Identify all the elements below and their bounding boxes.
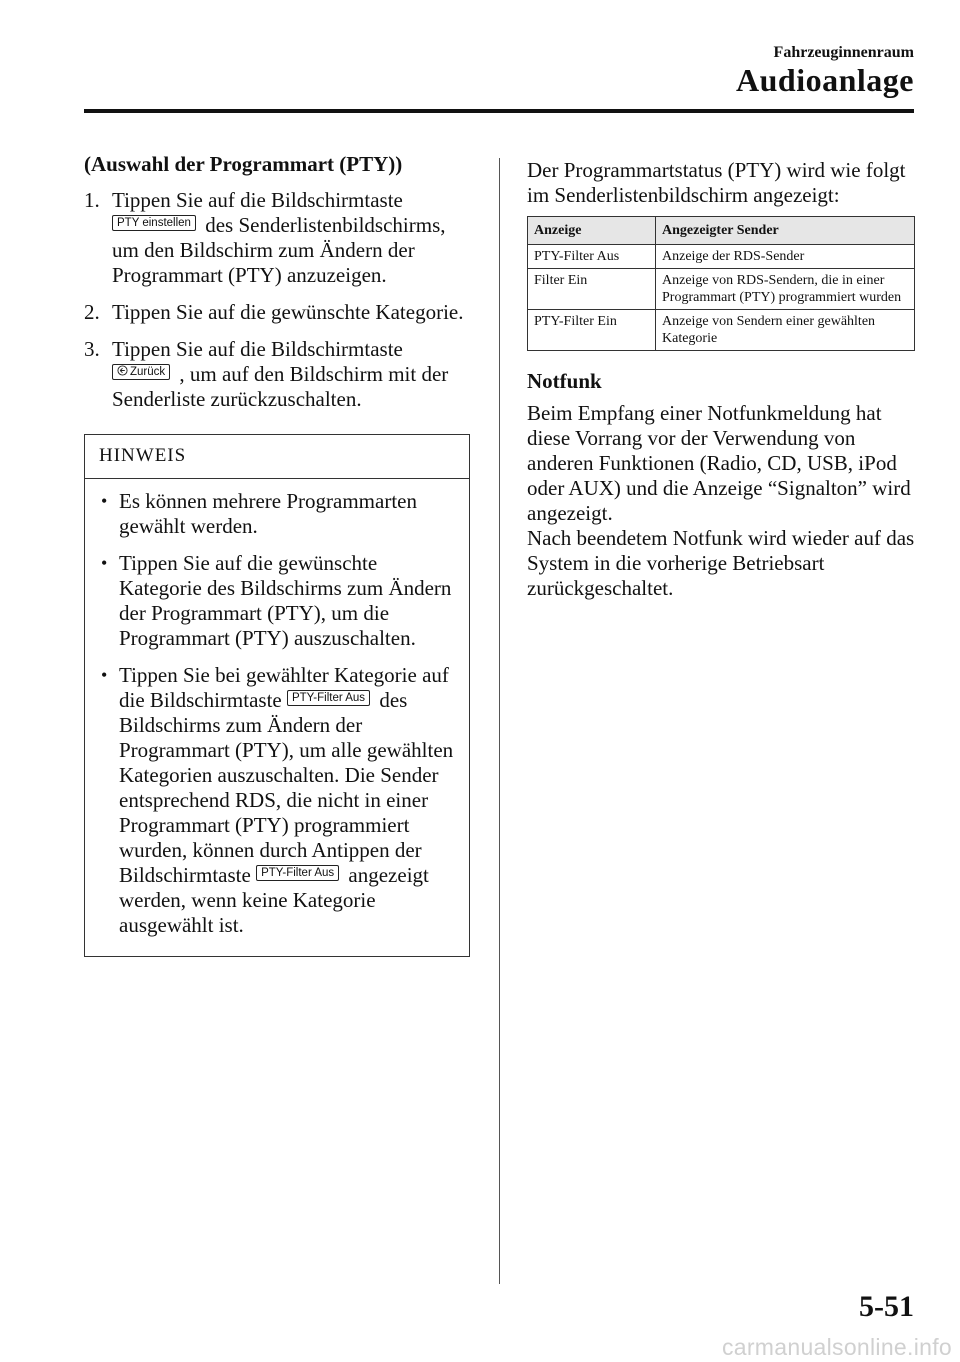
table-header-cell: Anzeige [528, 217, 656, 245]
note-box [84, 434, 470, 957]
step-item [84, 337, 470, 412]
note-item [99, 663, 455, 938]
table-row [528, 245, 915, 269]
header-rule [84, 109, 914, 113]
note-item [99, 551, 455, 651]
left-column [84, 150, 470, 957]
note-list [85, 479, 469, 956]
note-text: angezeigt werden, wenn keine Kategorie ausgewählt ist. [119, 863, 429, 937]
notfunk-heading: Notfunk [527, 369, 602, 393]
back-arrow-icon [117, 365, 128, 376]
right-column [527, 158, 915, 601]
header-chapter-title: Audioanlage [736, 62, 914, 98]
watermark: carmanualsonline.info [721, 1334, 952, 1360]
step-number: 3. [84, 337, 100, 361]
step-list [84, 188, 470, 412]
zurueck-key [112, 364, 170, 380]
table-cell: Anzeige von Sendern einer gewählten Kategorie [656, 310, 915, 351]
step-text: Tippen Sie auf die Bildschirmtaste [112, 188, 403, 212]
table-cell: PTY-Filter Ein [528, 310, 656, 351]
pty-status-intro: Der Programmartstatus (PTY) wird wie folgt im Senderlistenbildschirm angezeigt: [527, 158, 906, 207]
notfunk-body-2: Nach beendetem Notfunk wird wieder auf das System in die vorherige Betriebsart zurückgeschaltet. [527, 526, 915, 600]
header-section-title: Fahrzeuginnenraum [773, 44, 914, 61]
pty-selection-heading: (Auswahl der Programmart (PTY)) [84, 152, 403, 176]
table-header-row [528, 217, 915, 245]
step-text: Tippen Sie auf die Bildschirmtaste [112, 337, 403, 361]
table-row [528, 310, 915, 351]
pty-einstellen-key: PTY einstellen [112, 215, 196, 231]
zurueck-key-label: Zurück [130, 366, 166, 378]
step-item [84, 300, 470, 325]
step-text: des Senderlistenbildschirms, um den Bildschirm zum Ändern der Programmart (PTY) anzuzeigen. [112, 213, 446, 287]
note-text: Es können mehrere Programmarten gewählt werden. [119, 489, 417, 538]
note-text: Tippen Sie bei gewählter Kategorie auf die Bildschirmtaste [119, 663, 449, 712]
step-text: Tippen Sie auf die gewünschte Kategorie. [112, 300, 464, 324]
pty-status-table [527, 216, 915, 351]
step-item [84, 188, 470, 288]
table-cell: PTY-Filter Aus [528, 245, 656, 269]
step-number: 2. [84, 300, 100, 324]
notfunk-body: Beim Empfang einer Notfunkmeldung hat diese Vorrang vor der Verwendung von anderen Funktionen (Radio, CD, USB, iPod oder AUX) und die Anzeige “Signalton” wird angezeigt. [527, 401, 911, 525]
pty-filter-aus-key: PTY-Filter Aus [256, 865, 339, 881]
note-title: HINWEIS [99, 445, 187, 466]
column-divider [499, 158, 500, 1284]
table-cell: Anzeige von RDS-Sendern, die in einer Programmart (PTY) programmiert wurden [656, 269, 915, 310]
table-cell: Anzeige der RDS-Sender [656, 245, 915, 269]
table-cell: Filter Ein [528, 269, 656, 310]
note-item [99, 489, 455, 539]
page-number: 5-51 [859, 1290, 914, 1323]
table-row [528, 269, 915, 310]
table-header-cell: Angezeigter Sender [656, 217, 915, 245]
step-text: , um auf den Bildschirm mit der Senderliste zurückzuschalten. [112, 362, 449, 411]
note-text: des Bildschirms zum Ändern der Programmart (PTY), um alle gewählten Kategorien auszuschalten. Die Sender entsprechend RDS, die nicht in einer Programmart (PTY) programmiert wurden, können durch Antippen der Bildschirmtaste [119, 688, 454, 887]
pty-filter-aus-key: PTY-Filter Aus [287, 690, 370, 706]
step-number: 1. [84, 188, 100, 212]
note-text: Tippen Sie auf die gewünschte Kategorie des Bildschirms zum Ändern der Programmart (PTY), um die Programmart (PTY) auszuschalten. [119, 551, 452, 650]
